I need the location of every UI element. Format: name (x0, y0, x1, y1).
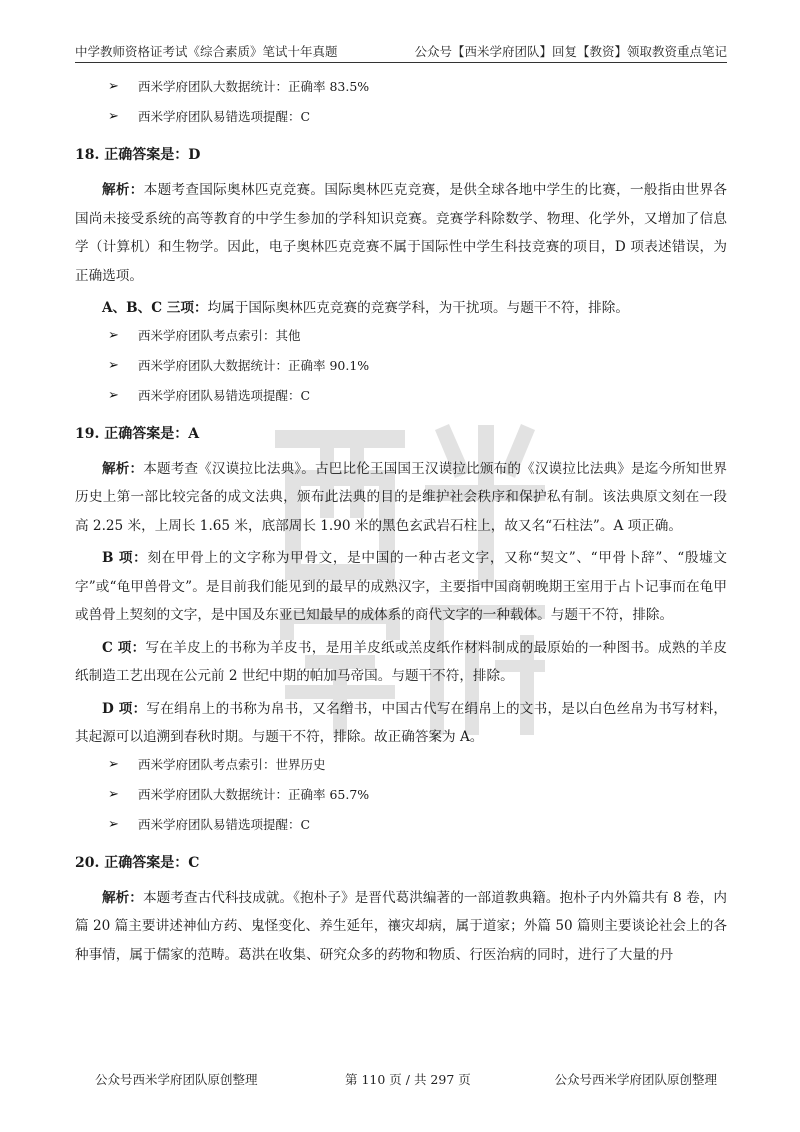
q19-analysis-text: 本题考查《汉谟拉比法典》。古巴比伦王国国王汉谟拉比颁布的《汉谟拉比法典》是迄今所知世界历史上第一部比较完备的成文法典，颁布此法典的目的是维护社会秩序和保护私有制。该法典原文刻在一段高 2.25 米，上周长 1.65 米，底部周长 1.90 米的黑色玄武岩石柱上，故又名“石柱法”。A 项正确。 (75, 460, 727, 534)
q19-option-d-text: 写在绢帛上的书称为帛书，又名缯书，中国古代写在绢帛上的文书，是以白色丝帛为书写材料，其起源可以追溯到春秋时期。与题干不符，排除。故正确答案为 A。 (75, 700, 727, 745)
q19-bullet (108, 786, 727, 804)
page-header (75, 40, 727, 63)
footer-right-text: 公众号西米学府团队原创整理 (554, 1072, 717, 1087)
header-left-text: 中学教师资格证考试《综合素质》笔试十年真题 (75, 44, 338, 59)
q19-option-c (75, 634, 727, 691)
bullet-text: 西米学府团队大数据统计：正确率 65.7% (138, 786, 370, 802)
label: A、B、C 三项： (102, 300, 208, 316)
q18-options (75, 294, 727, 323)
bullet-text: 西米学府团队易错选项提醒：C (138, 387, 311, 403)
header-right-text: 公众号【西米学府团队】回复【教资】领取教资重点笔记 (414, 44, 727, 59)
bullet-text: 西米学府团队大数据统计：正确率 90.1% (138, 357, 370, 373)
bullet-text: 西米学府团队考点索引：世界历史 (138, 756, 326, 772)
label: 解析： (102, 889, 143, 906)
page-body (75, 78, 727, 973)
page-footer (75, 1070, 727, 1090)
arrow-bullet-icon: ➢ (108, 387, 119, 403)
footer-left-text: 公众号西米学府团队原创整理 (95, 1072, 258, 1087)
q18-bullet (108, 357, 727, 375)
q19-option-b (75, 544, 727, 630)
q20-title: 20. 正确答案是：C (75, 854, 200, 871)
q19-title: 19. 正确答案是：A (75, 425, 200, 442)
bullet-text: 西米学府团队易错选项提醒：C (138, 816, 311, 832)
arrow-bullet-icon: ➢ (108, 79, 119, 94)
arrow-bullet-icon: ➢ (108, 756, 119, 772)
q19-bullet (108, 756, 727, 774)
q19-analysis (75, 455, 727, 541)
label: 解析： (102, 460, 144, 477)
arrow-bullet-icon: ➢ (108, 109, 119, 124)
bullet-text: 西米学府团队考点索引：其他 (138, 327, 301, 343)
q19-bullet (108, 816, 727, 834)
label: C 项： (102, 639, 146, 656)
q18-bullet (108, 387, 727, 405)
page-number: 第 110 页 / 共 297 页 (345, 1072, 471, 1087)
arrow-bullet-icon: ➢ (108, 357, 119, 373)
q18-title: 18. 正确答案是：D (75, 147, 201, 163)
q18-analysis (75, 176, 727, 290)
q18-analysis-text: 本题考查国际奥林匹克竞赛。国际奥林匹克竞赛，是供全球各地中学生的比赛，一般指由世界各国尚未接受系统的高等教育的中学生参加的学科知识竞赛。竞赛学科除数学、物理、化学外，又增加了信息学（计算机）和生物学。因此，电子奥林匹克竞赛不属于国际性中学生科技竞赛的项目，D 项表述错误，为正确选项。 (75, 182, 727, 284)
q20-analysis-text: 本题考查古代科技成就。《抱朴子》是晋代葛洪编著的一部道教典籍。抱朴子内外篇共有 8 卷，内篇 20 篇主要讲述神仙方药、鬼怪变化、养生延年，禳灾却病，属于道家；外篇 50 篇则主要谈论社会上的各种事情，属于儒家的范畴。葛洪在收集、研究众多的药物和物质、行医治病的同时，进行了大量的丹 (75, 889, 727, 963)
arrow-bullet-icon: ➢ (108, 327, 119, 343)
q19-option-d (75, 695, 727, 752)
bullet-error (108, 108, 727, 126)
q19-option-c-text: 写在羊皮上的书称为羊皮书，是用羊皮纸或羔皮纸作材料制成的最原始的一种图书。成熟的羊皮纸制造工艺出现在公元前 2 世纪中期的帕加马帝国。与题干不符，排除。 (75, 639, 727, 684)
label: D 项： (102, 700, 147, 717)
arrow-bullet-icon: ➢ (108, 786, 119, 802)
label: B 项： (102, 550, 148, 566)
bullet-text: 西米学府团队大数据统计：正确率 83.5% (138, 79, 370, 94)
q19-option-b-text: 刻在甲骨上的文字称为甲骨文，是中国的一种古老文字，又称“契文”、“甲骨卜辞”、“殷墟文字”或“龟甲兽骨文”。是目前我们能见到的最早的成熟汉字，主要指中国商朝晚期王室用于占卜记事而在龟甲或兽骨上契刻的文字，是中国及东亚已知最早的成体系的商代文字的一种载体。与题干不符，排除。 (75, 550, 727, 623)
q18-options-text: 均属于国际奥林匹克竞赛的竞赛学科，为干扰项。与题干不符，排除。 (207, 300, 629, 316)
q20-analysis (75, 884, 727, 970)
bullet-text: 西米学府团队易错选项提醒：C (138, 109, 311, 124)
label: 解析： (102, 182, 144, 198)
arrow-bullet-icon: ➢ (108, 816, 119, 832)
q18-bullet (108, 327, 727, 345)
bullet-stat (108, 78, 727, 96)
